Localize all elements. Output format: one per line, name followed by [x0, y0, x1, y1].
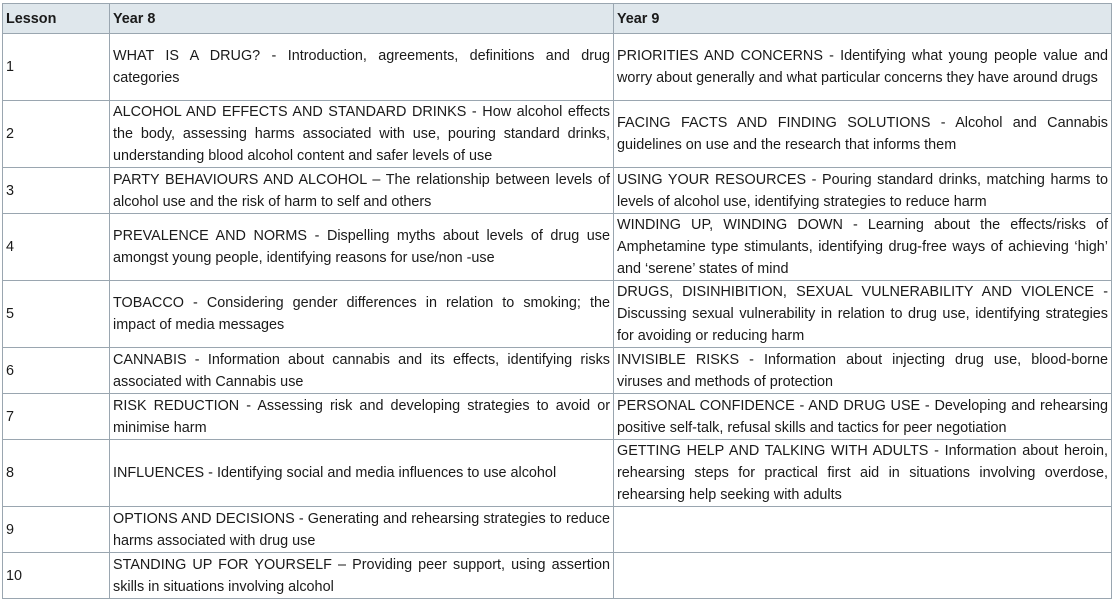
table-row — [3, 101, 1112, 168]
header-year-8: Year 8 — [110, 4, 614, 34]
year-9-topic: GETTING HELP AND TALKING WITH ADULTS - Information about heroin, rehearsing steps for practical first aid in situations involving overdose, rehearsing help seeking with adults — [614, 440, 1112, 507]
lesson-number: 6 — [3, 348, 110, 394]
year-9-topic: FACING FACTS AND FINDING SOLUTIONS - Alcohol and Cannabis guidelines on use and the research that informs them — [614, 101, 1112, 168]
table-row — [3, 507, 1112, 553]
table-row — [3, 440, 1112, 507]
year-8-topic: CANNABIS - Information about cannabis and its effects, identifying risks associated with Cannabis use — [110, 348, 614, 394]
year-9-topic: PRIORITIES AND CONCERNS - Identifying what young people value and worry about generally and what particular concerns they have around drugs — [614, 34, 1112, 101]
curriculum-table — [2, 3, 1112, 599]
lesson-number: 10 — [3, 553, 110, 599]
table-row — [3, 281, 1112, 348]
year-9-topic: INVISIBLE RISKS - Information about injecting drug use, blood-borne viruses and methods of protection — [614, 348, 1112, 394]
year-9-topic — [614, 507, 1112, 553]
year-8-topic: OPTIONS AND DECISIONS - Generating and rehearsing strategies to reduce harms associated with drug use — [110, 507, 614, 553]
lesson-number: 8 — [3, 440, 110, 507]
year-8-topic: PARTY BEHAVIOURS AND ALCOHOL – The relationship between levels of alcohol use and the risk of harm to self and others — [110, 168, 614, 214]
header-year-9: Year 9 — [614, 4, 1112, 34]
table-row — [3, 348, 1112, 394]
header-row — [3, 4, 1112, 34]
year-9-topic: USING YOUR RESOURCES - Pouring standard drinks, matching harms to levels of alcohol use, identifying strategies to reduce harm — [614, 168, 1112, 214]
year-8-topic: ALCOHOL AND EFFECTS AND STANDARD DRINKS - How alcohol effects the body, assessing harms associated with use, pouring standard drinks, understanding blood alcohol content and safer levels of use — [110, 101, 614, 168]
year-8-topic: TOBACCO - Considering gender differences in relation to smoking; the impact of media messages — [110, 281, 614, 348]
year-9-topic: DRUGS, DISINHIBITION, SEXUAL VULNERABILITY AND VIOLENCE - Discussing sexual vulnerability in relation to drug use, identifying strategies for avoiding or reducing harm — [614, 281, 1112, 348]
lesson-number: 4 — [3, 214, 110, 281]
year-9-topic: WINDING UP, WINDING DOWN - Learning about the effects/risks of Amphetamine type stimulants, identifying drug-free ways of achieving ‘high’ and ‘serene’ states of mind — [614, 214, 1112, 281]
year-8-topic: WHAT IS A DRUG? - Introduction, agreements, definitions and drug categories — [110, 34, 614, 101]
year-8-topic: INFLUENCES - Identifying social and media influences to use alcohol — [110, 440, 614, 507]
table-row — [3, 394, 1112, 440]
header-lesson: Lesson — [3, 4, 110, 34]
year-8-topic: PREVALENCE AND NORMS - Dispelling myths about levels of drug use amongst young people, identifying reasons for use/non -use — [110, 214, 614, 281]
lesson-number: 9 — [3, 507, 110, 553]
year-9-topic — [614, 553, 1112, 599]
year-9-topic: PERSONAL CONFIDENCE - AND DRUG USE - Developing and rehearsing positive self-talk, refusal skills and tactics for peer negotiation — [614, 394, 1112, 440]
lesson-number: 2 — [3, 101, 110, 168]
lesson-number: 7 — [3, 394, 110, 440]
lesson-number: 1 — [3, 34, 110, 101]
table-row — [3, 553, 1112, 599]
year-8-topic: RISK REDUCTION - Assessing risk and developing strategies to avoid or minimise harm — [110, 394, 614, 440]
table-row — [3, 34, 1112, 101]
year-8-topic: STANDING UP FOR YOURSELF – Providing peer support, using assertion skills in situations involving alcohol — [110, 553, 614, 599]
table-row — [3, 214, 1112, 281]
lesson-number: 3 — [3, 168, 110, 214]
table-row — [3, 168, 1112, 214]
lesson-number: 5 — [3, 281, 110, 348]
